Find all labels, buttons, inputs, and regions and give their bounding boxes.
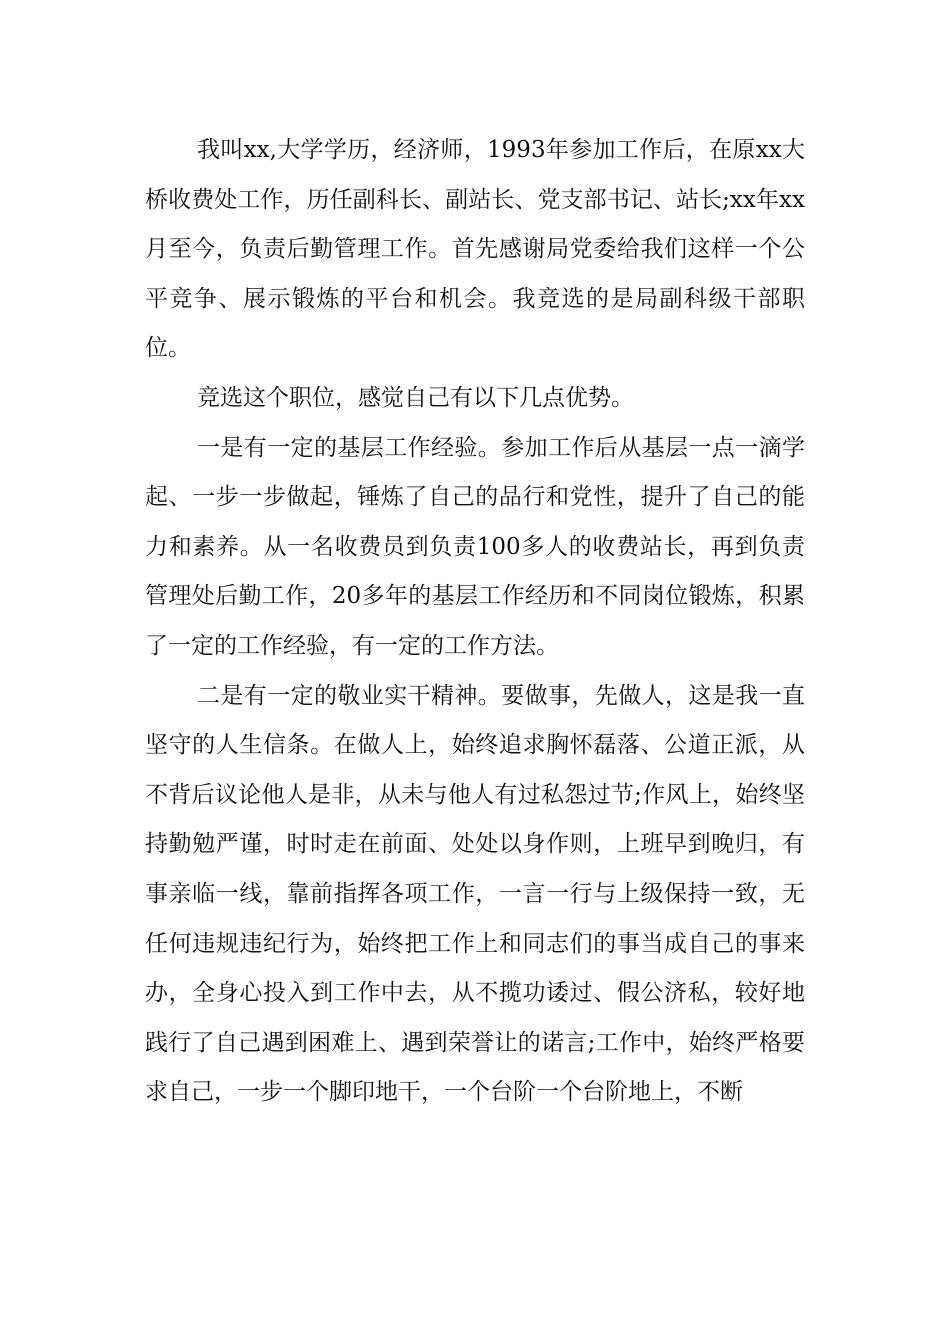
paragraph-dedication: 二是有一定的敬业实干精神。要做事，先做人，这是我一直坚守的人生信条。在做人上，始终追求胸怀磊落、公道正派，从不背后议论他人是非，从未与他人有过私怨过节;作风上，始终坚持勤勉严谨，时时走在前面、处处以身作则，上班早到晚归，有事亲临一线，靠前指挥各项工作，一言一行与上级保持一致，无任何违规违纪行为，始终把工作上和同志们的事当成自己的事来办，全身心投入到工作中去，从不揽功诿过、假公济私，较好地践行了自己遇到困难上、遇到荣誉让的诺言;工作中，始终严格要求自己，一步一个脚印地干，一个台阶一个台阶地上，不断 (145, 682, 805, 1106)
paragraph-self-introduction: 我叫xx,大学学历，经济师，1993年参加工作后，在原xx大桥收费处工作，历任副科长、副站长、党支部书记、站长;xx年xx月至今，负责后勤管理工作。首先感谢局党委给我们这样一个公平竞争、展示锻炼的平台和机会。我竞选的是局副科级干部职位。 (145, 137, 805, 362)
document-body (145, 126, 805, 1118)
paragraph-grassroots-experience: 一是有一定的基层工作经验。参加工作后从基层一点一滴学起、一步一步做起，锤炼了自己的品行和党性，提升了自己的能力和素养。从一名收费员到负责100多人的收费站长，再到负责管理处后勤工作，20多年的基层工作经历和不同岗位锻炼，积累了一定的工作经验，有一定的工作方法。 (145, 434, 805, 659)
paragraph-advantages-intro: 竞选这个职位，感觉自己有以下几点优势。 (197, 384, 634, 411)
